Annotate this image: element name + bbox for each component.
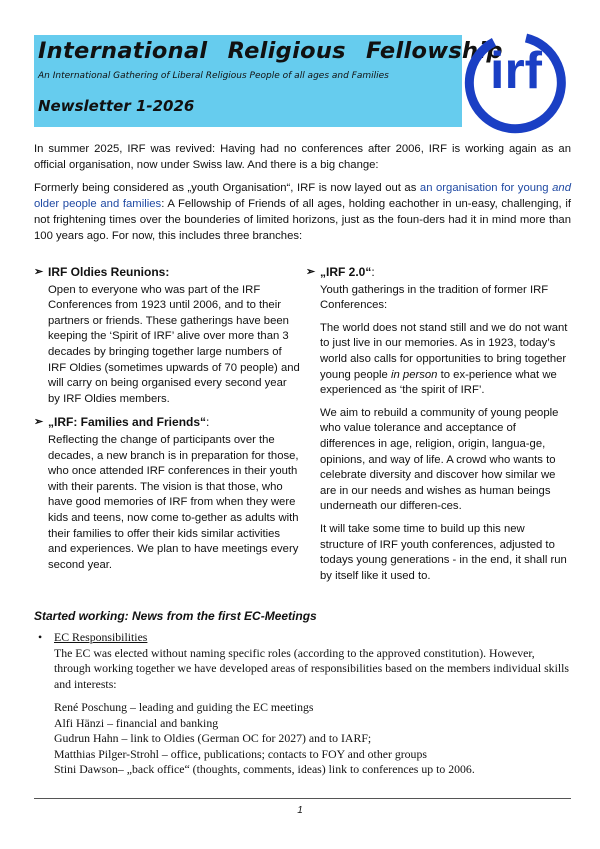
newsletter-title: International Religious Fellowship [38,38,503,64]
branch-irf2-paragraph: It will take some time to build up this new structure of IRF youth conferences, adjusted to todays young generations - in the end, it shall run by itself like it used to. [320,522,567,582]
branch-irf2-heading: ➢ „IRF 2.0“: [306,265,375,279]
list-item: Gudrun Hahn – link to Oldies (German OC for 2027) and to IARF; [54,731,372,745]
intro-paragraph-1: In summer 2025, IRF was revived: Having had no conferences after 2006, IRF is working again as an official organisation, now under Swiss law. And there is a big change: [34,143,571,171]
arrow-bullet-icon: ➢ [34,266,44,278]
intro-section [34,141,571,251]
left-column [34,265,301,580]
header-banner [34,35,503,127]
page-number: 1 [297,805,303,816]
arrow-bullet-icon: ➢ [34,416,44,429]
list-item: Alfi Hänzi – financial and banking [54,715,219,730]
newsletter-subtitle: An International Gathering of Liberal Religious People of all ages and Families [38,71,389,81]
intro-paragraph-2: Formerly being considered as „youth Organisation“, IRF is now layed out as an organisation for young and older people and families: A Fellowship of Friends of all ages, holding eachother in un-easy, challenging, if not frightening times over the bounderies of limited horizons, just as the foun-ders had it in mind more than 100 years ago. For now, this includes three branches: [34,182,571,242]
ec-section-title: Started working: News from the first EC-Meetings [34,609,317,623]
list-item: Matthias Pilger-Strohl – office, publications; contacts to FOY and other groups [54,746,427,761]
ec-member-list [54,700,571,778]
branch-families-text: Reflecting the change of participants over the decades, a new branch is in preparation for those, who once attended IRF conferences in their youth with their parents. The vision is that those, who have good memories of IRF from when they were kids and teens, now come to-gether as adults with their families to offer their kids similar activities and experiences. We plan to have meetings every second year. [48,433,299,571]
branch-irf2-paragraph: The world does not stand still and we do not want to just live in our memories. As in 1923, today’s world also calls for opportunities to bring together young people in person to ex-perience what we experienced as ‘the spirit of IRF’. [320,321,568,397]
arrow-bullet-icon: ➢ [306,266,316,278]
list-item: René Poschung – leading and guiding the EC meetings [54,700,314,714]
branch-irf2-paragraph: We aim to rebuild a community of young people who value tolerance and acceptance of differences in age, religion, origin, langua-ge, opinions, and way of life. A crowd who wants to celebrate diversity and discover how similar we are in our needs and wishes as human beings underneath our differen-ces. [320,406,559,513]
bullet-dot-icon: • [38,630,43,644]
branch-oldies-text: Open to everyone who was part of the IRF Conferences from 1923 until 2006, and to their partners or friends. These gatherings have been keeping the ‘Spirit of IRF’ alive over more than 3 decades by bringing together large numbers of IRF Oldies (sometimes upwards of 70 people) and will carry on being organised every second year by IRF Oldies members. [48,283,300,405]
branch-oldies-heading: ➢ IRF Oldies Reunions: [34,265,170,279]
branch-irf2-intro: Youth gatherings in the tradition of former IRF Conferences: [320,283,549,312]
right-column [306,265,568,591]
footer-divider [34,798,571,799]
newsletter-issue: Newsletter 1-2026 [38,97,195,115]
irf-logo [464,30,574,138]
ec-body-text: The EC was elected without naming specific roles (according to the approved constitution). However, through working together we have developed areas of responsibilities based on the members individual skills and interests: [54,645,570,691]
branch-families-heading: ➢ „IRF: Families and Friends“: [34,415,210,430]
logo-text: irf [490,42,542,100]
ec-responsibilities-heading: • EC Responsibilities [38,630,148,644]
list-item: Stini Dawson– „back office“ (thoughts, comments, ideas) link to conferences up to 2006. [54,762,475,776]
highlight-text: an organisation for young and older people and families [34,182,571,210]
ec-section [34,630,571,778]
